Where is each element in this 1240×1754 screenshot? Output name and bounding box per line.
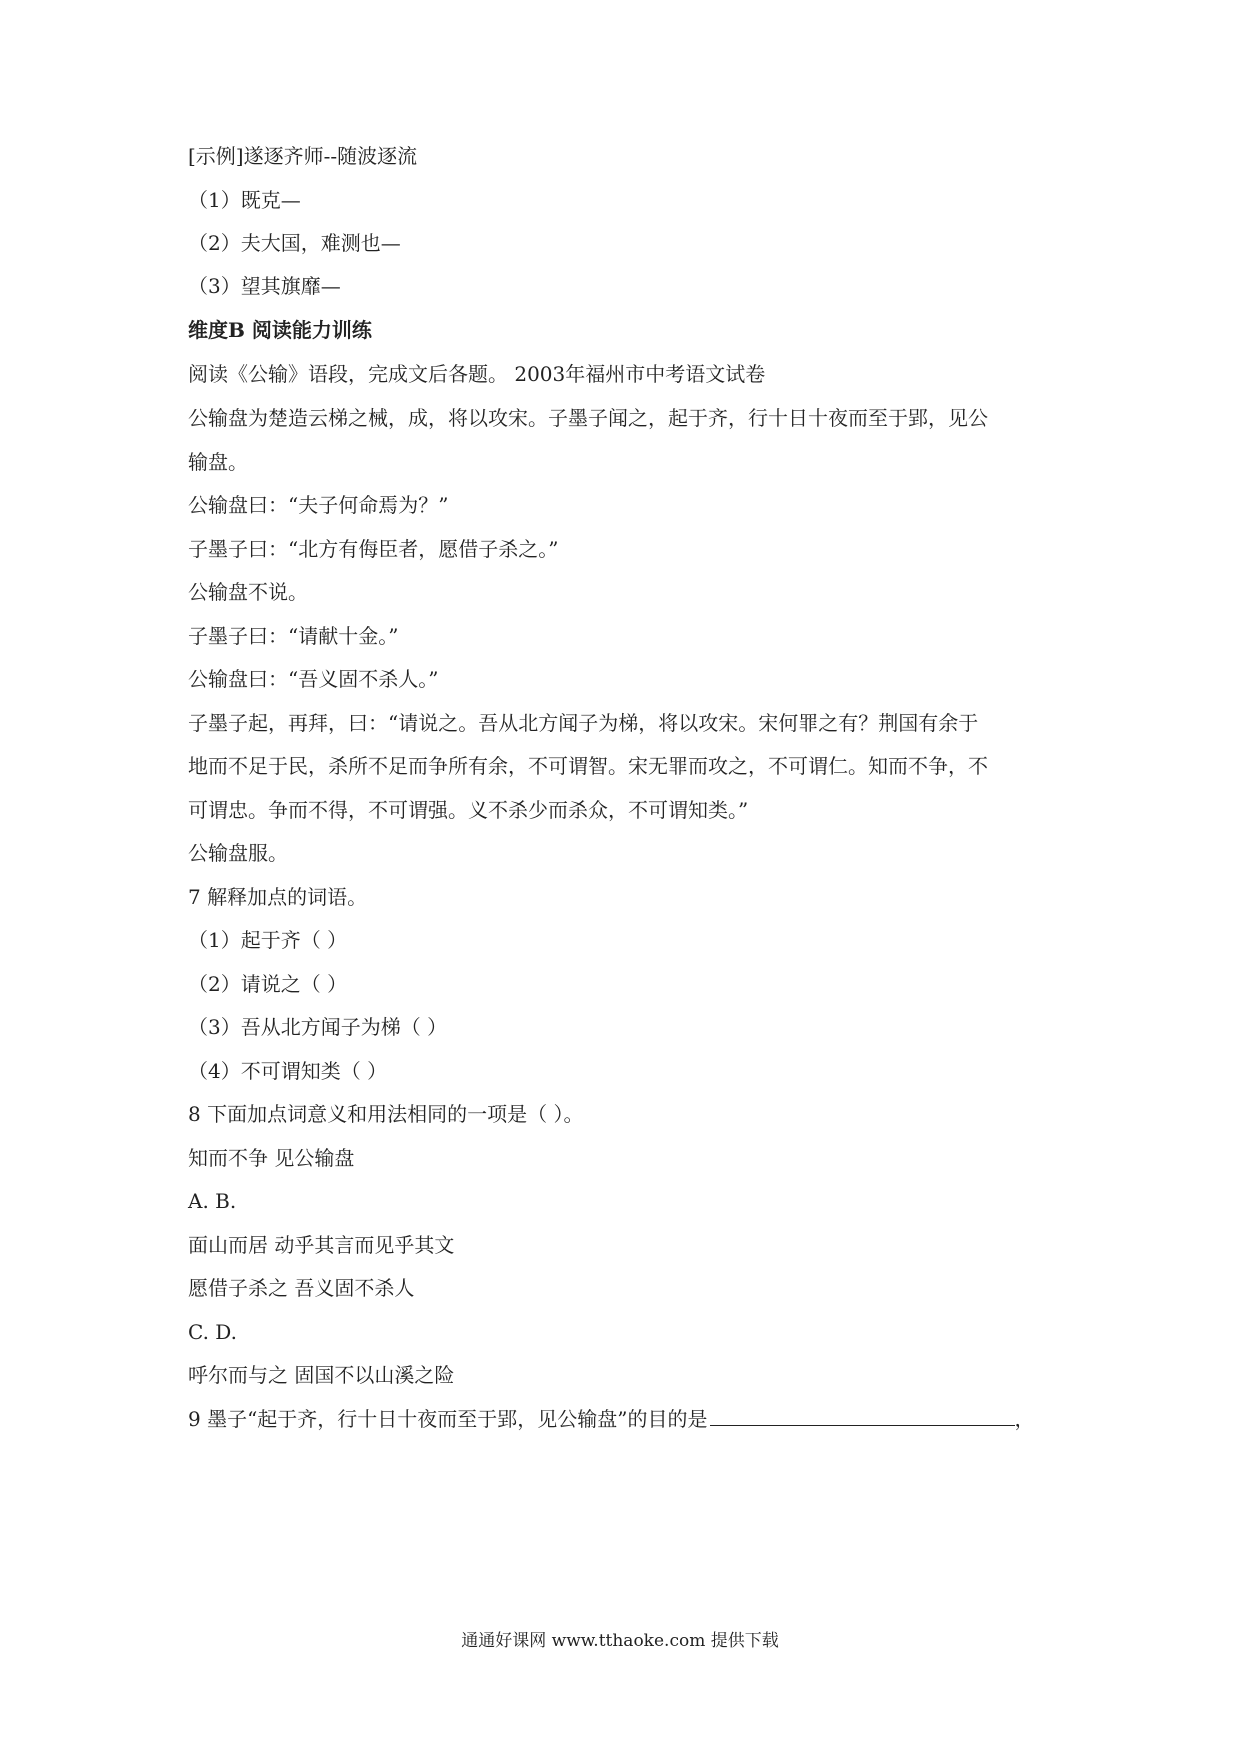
passage-line: 公输盘曰：“夫子何命焉为？” xyxy=(188,493,449,517)
question-9-tail: ， xyxy=(1014,1407,1035,1431)
passage-line: 输盘。 xyxy=(188,450,248,474)
idiom-item-3: （3）望其旗靡— xyxy=(188,274,341,298)
question-7-item-2: （2）请说之（ ） xyxy=(188,972,348,996)
passage-line: 地而不足于民，杀所不足而争所有余，不可谓智。宋无罪而攻之，不可谓仁。知而不争，不 xyxy=(188,754,988,778)
question-9 xyxy=(188,1406,1035,1432)
passage-line: 可谓忠。争而不得，不可谓强。义不杀少而杀众，不可谓知类。” xyxy=(188,798,749,822)
passage-line: 子墨子曰：“请献十金。” xyxy=(188,624,399,648)
page-footer: 通通好课网 www.tthaoke.com 提供下载 xyxy=(461,1631,779,1651)
option-labels: A. B. xyxy=(188,1189,237,1213)
idiom-item-1: （1）既克— xyxy=(188,188,301,212)
example-line: [示例]遂逐齐师--随波逐流 xyxy=(188,144,418,168)
passage-line: 公输盘不说。 xyxy=(188,580,308,604)
question-7: 7 解释加点的词语。 xyxy=(188,885,368,909)
question-7-item-3: （3）吾从北方闻子为梯（ ） xyxy=(188,1015,448,1039)
passage-line: 公输盘服。 xyxy=(188,841,288,865)
option-labels: C. D. xyxy=(188,1320,237,1344)
option-text: 面山而居 动乎其言而见乎其文 xyxy=(188,1233,455,1257)
question-9-text: 9 墨子“起于齐，行十日十夜而至于郢，见公输盘”的目的是 xyxy=(188,1407,708,1431)
question-7-item-4: （4）不可谓知类（ ） xyxy=(188,1059,388,1083)
section-heading: 维度B 阅读能力训练 xyxy=(188,318,372,342)
reading-instruction: 阅读《公输》语段，完成文后各题。 2003年福州市中考语文试卷 xyxy=(188,362,766,386)
option-text: 知而不争 见公输盘 xyxy=(188,1146,355,1170)
idiom-item-2: （2）夫大国，难测也— xyxy=(188,231,401,255)
option-text: 呼尔而与之 固国不以山溪之险 xyxy=(188,1363,455,1387)
answer-blank[interactable] xyxy=(710,1407,1015,1426)
question-8: 8 下面加点词意义和用法相同的一项是（ ）。 xyxy=(188,1102,584,1126)
passage-line: 公输盘为楚造云梯之械，成，将以攻宋。子墨子闻之，起于齐，行十日十夜而至于郢，见公 xyxy=(188,406,988,430)
passage-line: 子墨子曰：“北方有侮臣者，愿借子杀之。” xyxy=(188,537,559,561)
passage-line: 子墨子起，再拜，曰：“请说之。吾从北方闻子为梯，将以攻宋。宋何罪之有？荆国有余于 xyxy=(188,711,979,735)
question-7-item-1: （1）起于齐（ ） xyxy=(188,928,348,952)
option-text: 愿借子杀之 吾义固不杀人 xyxy=(188,1276,415,1300)
passage-line: 公输盘曰：“吾义固不杀人。” xyxy=(188,667,439,691)
